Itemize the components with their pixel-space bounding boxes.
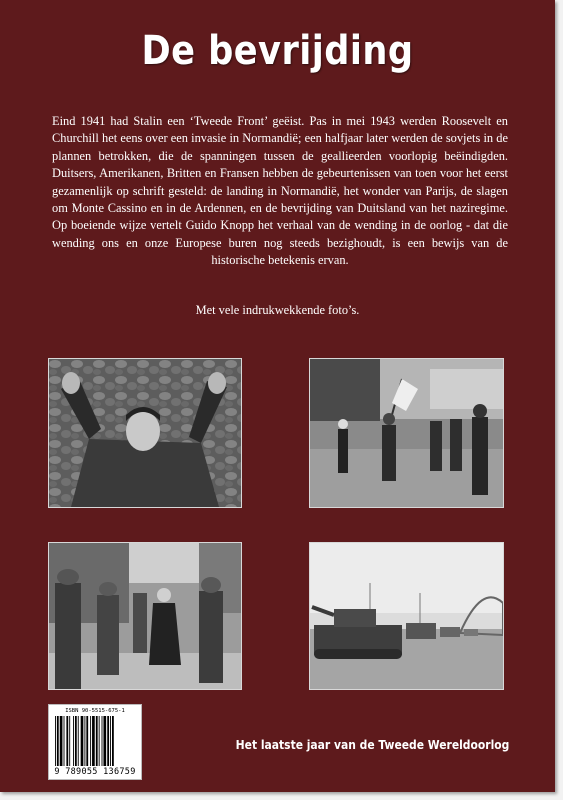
- book-title: De bevrijding: [141, 28, 414, 74]
- photo-tanks-bridge: [309, 542, 504, 690]
- book-subtitle: Het laatste jaar van de Tweede Wereldoorlog: [235, 737, 510, 752]
- barcode: [48, 704, 142, 780]
- photo-white-flag-street: [309, 358, 504, 508]
- photo-surrendering-soldier: [48, 358, 242, 508]
- isbn-label: ISBN 90-5515-675-1: [65, 708, 125, 714]
- tagline: Met vele indrukwekkende foto’s.: [195, 303, 360, 317]
- photo-soldiers-marching: [48, 542, 242, 690]
- blurb-text: Eind 1941 had Stalin een ‘Tweede Front’ geëist. Pas in mei 1943 werden Roosevelt en Churchill het eens over een invasie in Normandië; een halfjaar later werden de sovjets in de plannen betrokken, die de spanningen tussen de geallieerden voorlopig beëindigden. Duitsers, Amerikanen, Britten en Fransen hebben de gebeurtenissen van toen voor het eerst gezamenlijk op schrift gesteld: de landing in Normandië, het wonder van Parijs, de slagen om Monte Cassino en in de Ardennen, en de bevrijding van Duitsland van het naziregime. Op boeiende wijze vertelt Guido Knopp het verhaal van de wending in de oorlog - dat die wending ons en onze Europese buren nog steeds bezighoudt, is een bewijs van de historische betekenis ervan.: [52, 114, 508, 268]
- barcode-number: 9 789055 136759: [54, 767, 136, 777]
- barcode-bars: [55, 716, 135, 766]
